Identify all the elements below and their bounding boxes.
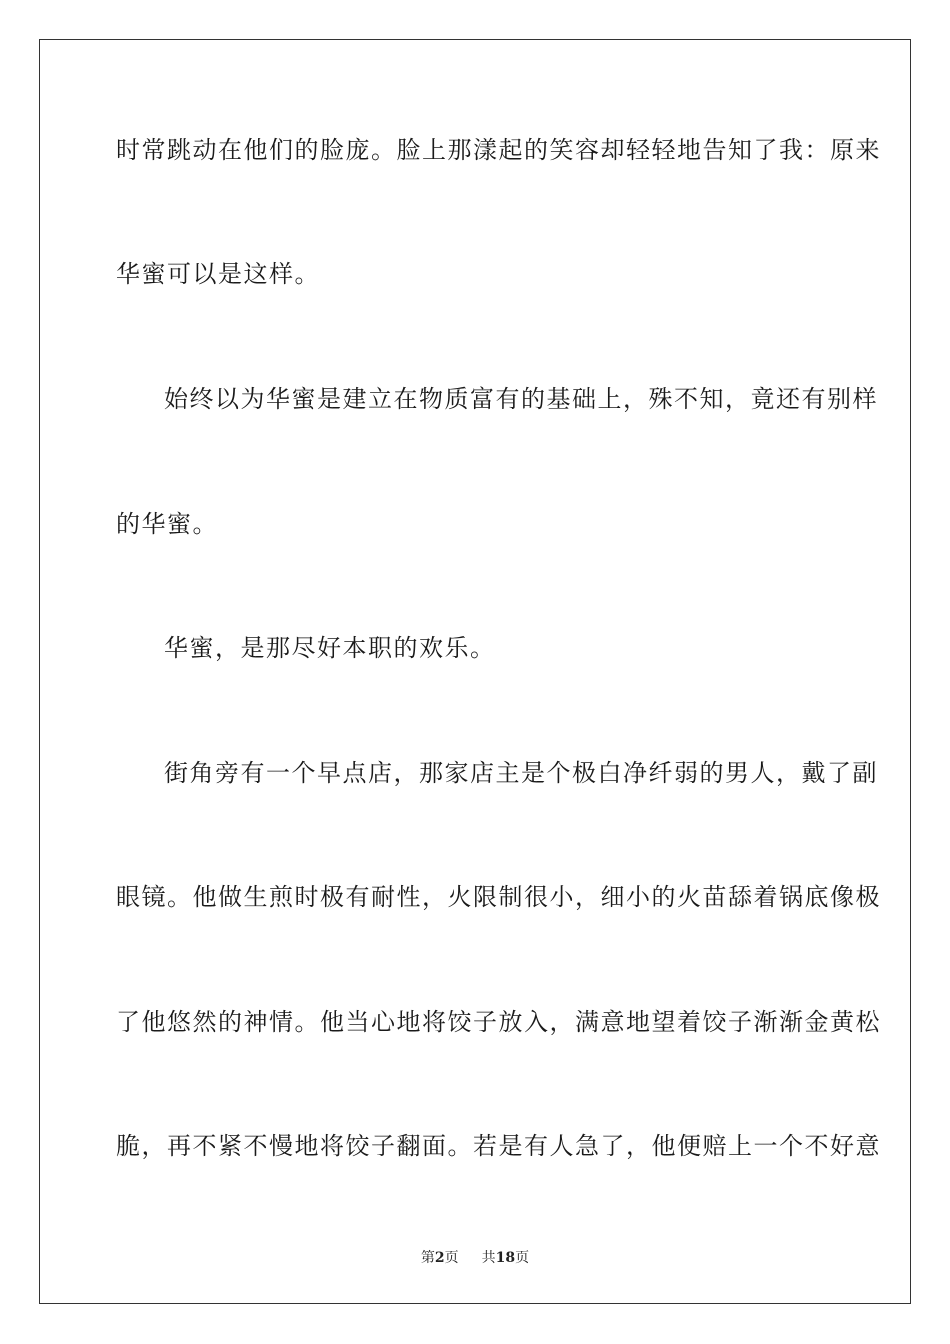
text-line: 时常跳动在他们的脸庞。脸上那漾起的笑容却轻轻地告知了我：原来 [116,136,881,164]
page-label-suffix: 页 [444,1250,459,1266]
page-border [39,39,911,1304]
paragraph-start-line: 始终以为华蜜是建立在物质富有的基础上，殊不知，竟还有别样 [164,385,878,413]
text-line: 了他悠然的神情。他当心地将饺子放入，满意地望着饺子渐渐金黄松 [116,1008,881,1036]
total-label-prefix: 共 [481,1250,496,1266]
page-label-prefix: 第 [420,1250,435,1266]
text-line: 华蜜可以是这样。 [116,260,320,288]
text-line: 眼镜。他做生煎时极有耐性，火限制很小，细小的火苗舔着锅底像极 [116,883,881,911]
page-footer [0,1248,950,1268]
paragraph-start-line: 华蜜，是那尽好本职的欢乐。 [164,634,496,662]
total-pages: 18 [495,1250,516,1266]
page-number: 2 [434,1250,445,1266]
text-line: 的华蜜。 [116,510,218,538]
total-label-suffix: 页 [515,1250,530,1266]
text-line: 脆，再不紧不慢地将饺子翻面。若是有人急了，他便赔上一个不好意 [116,1132,881,1160]
paragraph-start-line: 街角旁有一个早点店，那家店主是个极白净纤弱的男人，戴了副 [164,759,878,787]
